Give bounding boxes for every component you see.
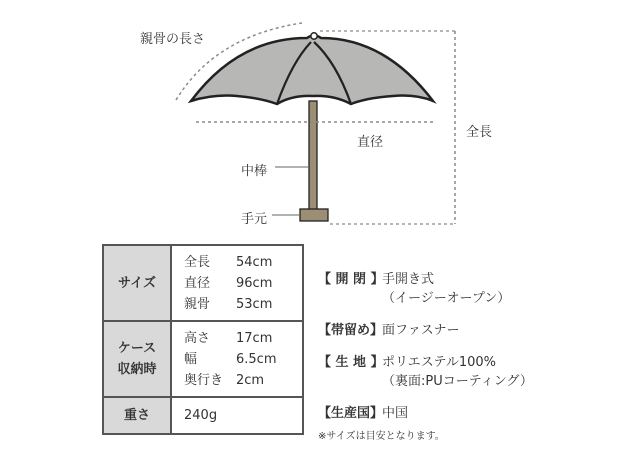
attribute-list — [318, 270, 533, 436]
spec-key: 高さ — [184, 331, 211, 346]
attribute-key: 【 開 閉 】 — [318, 272, 384, 287]
diameter-label: 直径 — [357, 135, 384, 150]
attribute-fastener — [318, 321, 533, 340]
table-row-weight — [104, 398, 302, 433]
attribute-key: 【帯留め】 — [318, 323, 384, 338]
attribute-value: 手開き式 （イージーオープン） — [382, 272, 511, 306]
spec-value: 2cm — [236, 373, 265, 388]
spec-table — [102, 244, 304, 435]
shaft — [309, 101, 317, 211]
rib-length-label: 親骨の長さ — [140, 32, 206, 47]
spec-key: 親骨 — [184, 297, 211, 312]
table-row-case — [104, 322, 302, 398]
spec-key: 奥行き — [184, 373, 224, 388]
spec-value: 54cm — [236, 255, 273, 270]
handle — [300, 209, 328, 221]
attribute-key: 【生産国】 — [318, 406, 384, 421]
spec-key: 直径 — [184, 276, 211, 291]
attribute-value: ポリエステル100% （裏面:PUコーティング） — [382, 355, 533, 389]
canopy — [191, 36, 433, 105]
row-header: サイズ — [104, 246, 172, 320]
attribute-value: 面ファスナー — [382, 323, 460, 338]
row-header: ケース 収納時 — [104, 322, 172, 396]
attribute-value: 中国 — [382, 406, 409, 421]
spec-value: 53cm — [236, 297, 273, 312]
table-row-size — [104, 246, 302, 322]
spec-value: 96cm — [236, 276, 273, 291]
attribute-fabric — [318, 353, 533, 391]
attribute-origin — [318, 404, 533, 423]
attribute-opening — [318, 270, 533, 308]
spec-key: 全長 — [184, 255, 211, 270]
spec-key: 幅 — [184, 352, 198, 367]
attribute-key: 【 生 地 】 — [318, 355, 384, 370]
spec-value: 240g — [184, 408, 218, 423]
shaft-label: 中棒 — [241, 164, 268, 179]
spec-value: 6.5cm — [236, 352, 277, 367]
total-length-label: 全長 — [466, 125, 493, 140]
handle-label: 手元 — [241, 212, 268, 227]
spec-value: 17cm — [236, 331, 273, 346]
size-note: ※サイズは目安となります。 — [318, 431, 445, 442]
row-header: 重さ — [104, 398, 172, 433]
